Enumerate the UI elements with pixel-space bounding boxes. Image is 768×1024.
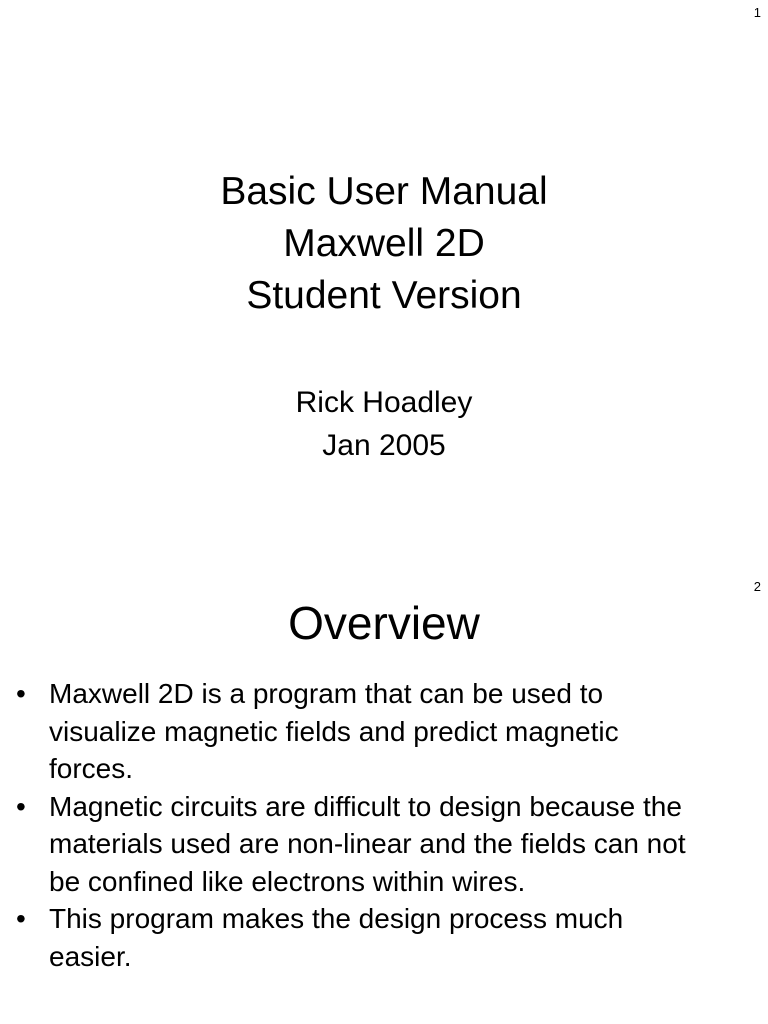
list-item [14, 675, 744, 788]
list-item [14, 900, 744, 975]
author-name: Rick Hoadley [295, 386, 473, 419]
bullet-icon: • [16, 903, 26, 934]
page-number: 1 [753, 5, 761, 20]
slide-2 [0, 512, 768, 1024]
bullet-line: forces. [49, 753, 134, 784]
bullet-icon: • [16, 678, 26, 709]
bullet-list [14, 675, 744, 975]
bullet-line: This program makes the design process much [49, 903, 624, 934]
bullet-line: be confined like electrons within wires. [49, 865, 526, 897]
title-block [0, 166, 768, 322]
bullet-line: Maxwell 2D is a program that can be used to [49, 678, 604, 709]
title-line: Maxwell 2D [283, 222, 485, 265]
title-line: Student Version [246, 274, 522, 317]
slide-title: Overview [288, 597, 480, 649]
bullet-line: visualize magnetic fields and predict magnetic [49, 715, 619, 747]
bullet-icon: • [16, 790, 26, 822]
date: Jan 2005 [322, 429, 446, 462]
list-item [14, 788, 744, 901]
bullet-line: easier. [49, 940, 132, 972]
bullet-line: Magnetic circuits are difficult to design because the [49, 790, 682, 822]
title-line: Basic User Manual [220, 170, 548, 213]
author-block [0, 381, 768, 467]
page-number: 2 [753, 579, 761, 594]
bullet-line: materials used are non-linear and the fields can not [49, 828, 686, 859]
